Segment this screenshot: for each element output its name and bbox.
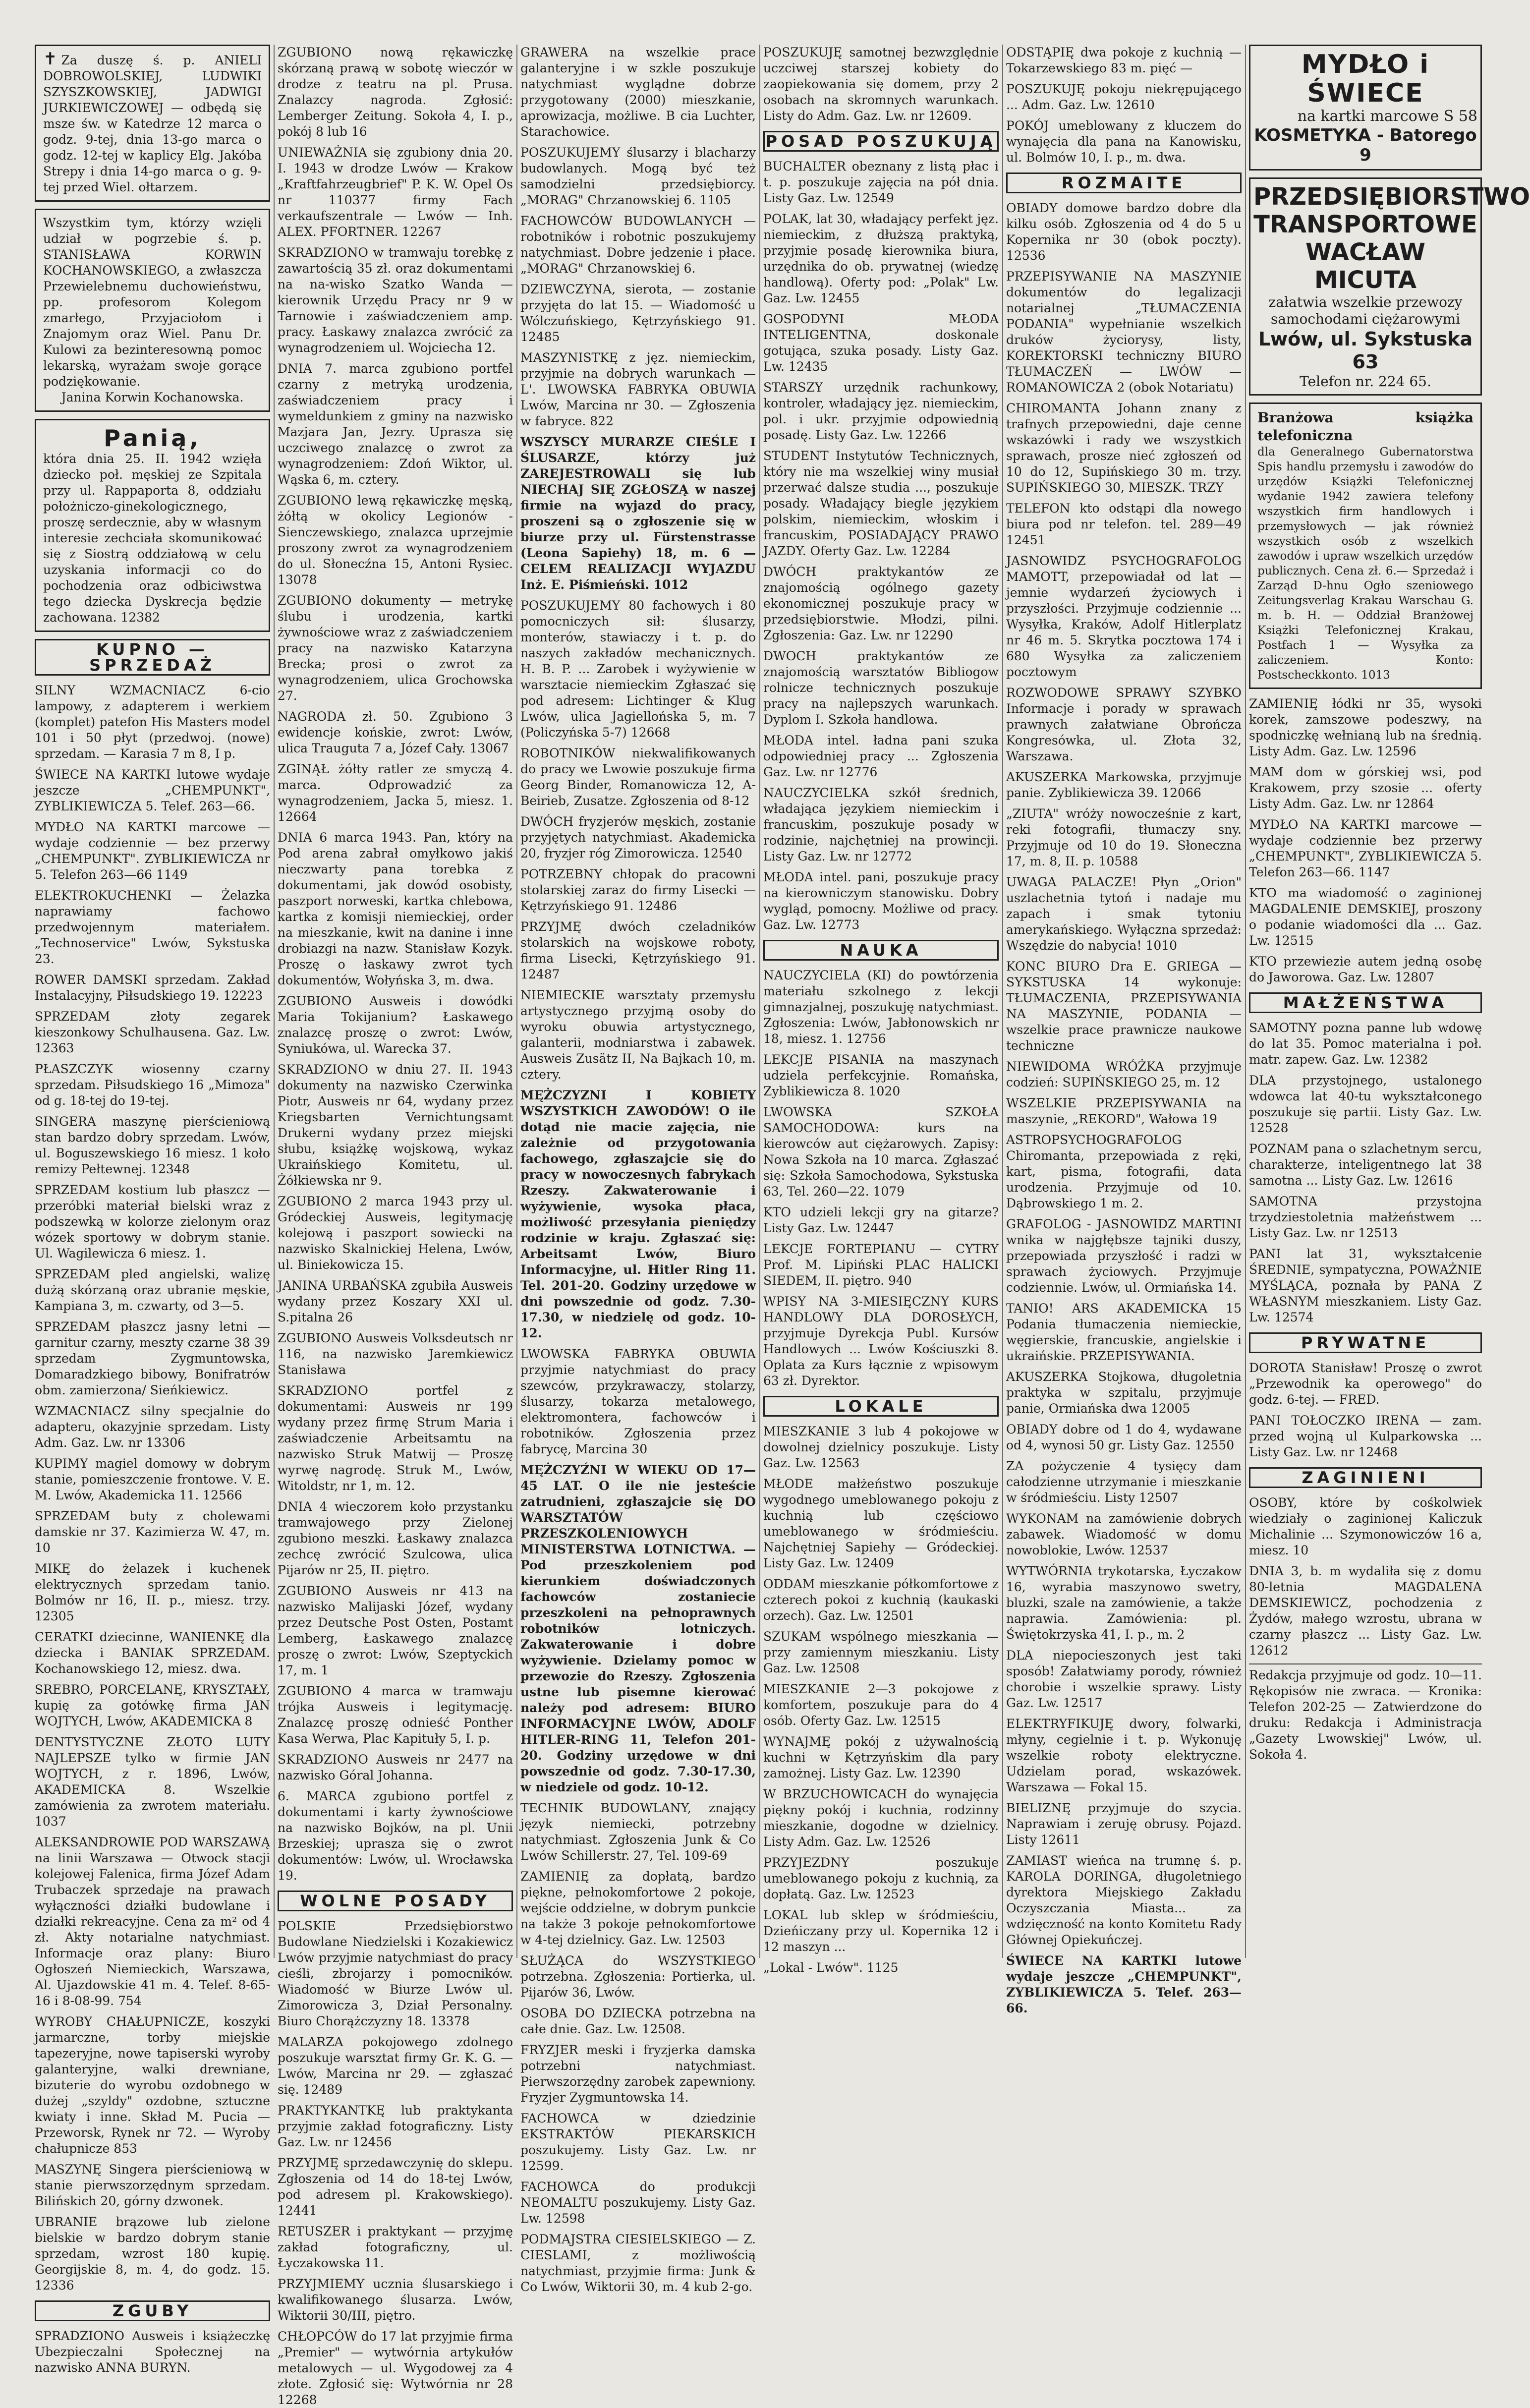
classified-ad: MŁODE małżeństwo poszukuje wygodnego umeblowanego pokoju z kuchnią lub częściowo umeblowanego w śródmieściu. Najchętniej Sapiehy — Gródeckiej. Listy Gaz. Lw. 12409 <box>763 1477 999 1570</box>
classified-ad: WPISY NA 3-MIESIĘCZNY KURS HANDLOWY DLA DOROSŁYCH, przyjmuje Dyrekcja Publ. Kursów Handlowych ... Lwów Kościuszki 8. Oplata za Kurs łącznie z wpisowym 63 zł. Dyrektor. <box>763 1294 999 1388</box>
firm-address: Lwów, ul. Sykstuska 63 <box>1258 328 1473 373</box>
section-zguby: ZGUBY <box>35 2300 270 2321</box>
classified-ad: NIEMIECKIE warsztaty przemysłu artystycznego przyjmą osoby do wyroku obuwia artystycznego, galanterii, modniarstwa i zabawek. Ausweis Zusätz II, Na Bajkach 10, m. cztery. <box>520 988 756 1082</box>
classified-ad: POKÓJ umeblowany z kluczem do wynajęcia dla pana na Kanowisku, ul. Bolmów 10, I. p., m. dwa. <box>1006 118 1242 165</box>
classified-ad: „ZIUTA" wróży nowocześnie z kart, reki fotografii, tłumaczy sny. Przyjmuje od 10 do 19. Słoneczna 17, m. 8, II. p. 10588 <box>1006 806 1242 868</box>
classified-ad: NAUCZYCIELA (KI) do powtórzenia materiału szkolnego z lekcji gimnazjalnej, poszukuję natychmiast. Zgłoszenia: Lwów, Jabłonowskich nr 18, miesz. 1. 12756 <box>763 968 999 1046</box>
classified-ad: SPRZEDAM płaszcz jasny letni — garnitur czarny, meszty czarne 38 39 sprzedam Zygmuntowska, Domaradzkiego bibowy, Bonifratrów obm. zamierzona/ Sieńkiewicz. <box>35 1319 270 1397</box>
imprint: Redakcja przyjmuje od godz. 10—11. Rękopisów nie zwraca. — Kronika: Telefon 202-25 — Zatwierdzone do druku: Redakcja i Administracja „Gazety Lwowskiej" Lwów, ul. Sokoła 4. <box>1249 1663 1482 1763</box>
classified-ad: KTO ma wiadomość o zaginionej MAGDALENIE DEMSKIEJ, proszony o podanie wiadomości dla ... Gaz. Lw. 12515 <box>1249 886 1482 948</box>
classified-ad: MŁODA intel. pani, poszukuje pracy na kierowniczym stanowisku. Dobry wygląd, pomocny. Możliwe od pracy. Gaz. Lw. 12773 <box>763 870 999 932</box>
classified-ad: BUCHALTER obeznany z listą płac i t. p. poszukuje zajęcia na pół dnia. Listy Gaz. Lw. 12549 <box>763 159 999 205</box>
classified-ad: GOSPODYNI MŁODA INTELIGENTNA, doskonale gotująca, szuka posady. Listy Gaz. Lw. 12435 <box>763 312 999 374</box>
classified-ad: SPRZEDAM kostium lub płaszcz — przeróbki materiał bielski wraz z podszewką w kolorze zielonym oraz wózek sportowy w dobrym stanie. Ul. Wagilewicza 6 miesz. 1. <box>35 1183 270 1261</box>
classified-ad: FACHOWCA w dziedzinie EKSTRAKTÓW PIEKARSKICH poszukujemy. Listy Gaz. Lw. nr 12599. <box>520 2111 756 2173</box>
classified-ad: ZGUBIONO lewą rękawiczkę męską, żółtą w okolicy Legionów - Sienczewskiego, znalazca uprzejmie proszony zwrot za wynagrodzeniem do ul. Słonecźna 15, Antoni Rysiec. 13078 <box>278 493 513 587</box>
classified-ad: LOKAL lub sklep w śródmieściu, Dzieńiczany przy ul. Kopernika 12 i 12 maszyn ... <box>763 1908 999 1954</box>
classified-ad: WSZELKIE PRZEPISYWANIA na maszynie, „REKORD", Wałowa 19 <box>1006 1096 1242 1126</box>
classified-ad: ODSTĄPIĘ dwa pokoje z kuchnią — Tokarzewskiego 83 m. pięć — <box>1006 45 1242 75</box>
classified-ad: SPRZEDAM złoty zegarek kieszonkowy Schulhausena. Gaz. Lw. 12363 <box>35 1009 270 1055</box>
column-rule <box>516 45 517 1958</box>
thanks-notice: Wszystkim tym, którzy wzięli udział w pogrzebie ś. p. STANISŁAWA KORWIN KOCHANOWSKIEGO, a zwłaszcza Przewielebnemu duchowieństwu, pp. profesorom Kolegom zmarłego, Przyjaciołom i Znajomym oraz Wiel. Panu Dr. Kulowi za bezinteresowną pomoc lekarską, wyrażam swoje gorące podziękowanie. Janina Korwin Kochanowska. <box>35 209 270 412</box>
firm-name: WACŁAW MICUTA <box>1305 238 1425 294</box>
classified-ad: OBIADY domowe bardzo dobre dla kilku osób. Zgłoszenia od 4 do 5 u Kopernika nr 30 (obok poczty). 12536 <box>1006 201 1242 263</box>
classified-ad: ZGUBIONO Ausweis i dowódki Maria Tokijanium? Łaskawego znalazcę proszę o zwrot: Lwów, Syniukówa, ul. Warecka 37. <box>278 994 513 1056</box>
classified-ad: ZGUBIONO dokumenty — metrykę ślubu i urodzenia, kartki żywnościowe wraz z zaświadczeniem pracy na nazwisko Katarzyna Brecka; prosi o zwrot za wynagrodzeniem, ulica Grochowska 27. <box>278 593 513 703</box>
classified-ad: WYTWÓRNIA trykotarska, Łyczakow 16, wyrabia maszynowo swetry, bluzki, szale na zamówienie, a także naprawia. Zamówienia: pl. Świętokrzyska 41, I. p., m. 2 <box>1006 1564 1242 1642</box>
phonebook-display-ad: Branżowa książka telefoniczna dla Generalnego Gubernatorstwa Spis handlu przemysłu i zawodów do urzędów Książki Telefonicznej wydanie 1942 zawiera telefony wszystkich firm handlowych i przemysłowych — jak również wszystkich osób z wszelkich zawodów i upraw wszelkich urzędów publicznych. Cena zł. 6.— Sprzedaż i Zarząd D-hnu Ogło szeniowego Zeitungsverlag Krakau Warschau G. m. b. H. — Oddział Branżowej Książki Telefonicznej Krakau, Postfach 1 — Wysyłka za zaliczeniem. Konto: Postscheckkonto. 1013 <box>1249 402 1482 689</box>
classified-ad: MIESZKANIE 3 lub 4 pokojowe w dowolnej dzielnicy poszukuje. Listy Gaz. Lw. 12563 <box>763 1424 999 1470</box>
classified-ad: LEKCJE PISANIA na maszynach udziela perfekcyjnie. Romańska, Zyblikiewicza 8. 1020 <box>763 1052 999 1098</box>
column-rule <box>1002 45 1003 1958</box>
classified-ad: SAMOTNA przystojna trzydziestoletnia małżeństwem ... Listy Gaz. Lw. nr 12513 <box>1249 1194 1482 1240</box>
classified-ad: POSZUKUJĘ samotnej bezwzględnie uczciwej starszej kobiety do zaopiekowania się domem, przy 2 osobach na skromnych warunkach. Listy do Adm. Gaz. Lw. nr 12609. <box>763 45 999 123</box>
section-nauka: NAUKA <box>763 940 999 961</box>
classified-ad: SINGERA maszynę pierścieniową stan bardzo dobry sprzedam. Lwów, ul. Boguszewskiego 16 miesz. 1 koło remizy Pełtewnej. 12348 <box>35 1114 270 1176</box>
section-lokale: LOKALE <box>763 1396 999 1417</box>
classified-ad: CERATKI dziecinne, WANIENKĘ dla dziecka i BANIAK SPRZEDAM. Kochanowskiego 12, miesz. dwa. <box>35 1630 270 1676</box>
classified-ad: DOROTA Stanisław! Proszę o zwrot „Przewodnik ka operowego" do godz. 6-tej. — FRED. <box>1249 1361 1482 1407</box>
classified-ad: SPRADZIONO Ausweis i książeczkę Ubezpieczalni Społecznej na nazwisko ANNA BURYN. <box>35 2329 270 2375</box>
mydlo-display-ad <box>1249 45 1482 171</box>
classified-ad: MAM dom w górskiej wsi, pod Krakowem, przy szosie ... oferty Listy Adm. Gaz. Lw. nr 12864 <box>1249 765 1482 811</box>
classified-ad: NAUCZYCIELKA szkół średnich, władająca językiem niemieckim i francuskim, poszukuje posady w rodzinie, najchętniej na prowincji. Listy Gaz. Lw. nr 12772 <box>763 786 999 863</box>
classified-ad: NAGRODA zł. 50. Zgubiono 3 ewidencje końskie, zwrot: Lwów, ulica Trauguta 7 a, Józef Cały. 13067 <box>278 709 513 755</box>
classified-ad: FACHOWCÓW BUDOWLANYCH — robotników i robotnic poszukujemy natychmiast. Dobre jedzenie i płace. „MORAG" Chrzanowskiej 6. <box>520 214 756 276</box>
classified-ad: SILNY WZMACNIACZ 6-cio lampowy, z adapterem i werkiem (komplet) patefon His Masters model 101 i 50 płyt (przedwoj. (nowe) sprzedam. — Karasia 7 m 8, I p. <box>35 683 270 761</box>
classified-ad: FRYZJER meski i fryzjerka damska potrzebni natychmiast. Pierwszorzędny zarobek zapewniony. Fryzjer Zygmuntowska 14. <box>520 2043 756 2105</box>
classified-ad: ZGUBIONO Ausweis Volksdeutsch nr 116, na nazwisko Jaremkiewicz Stanisława <box>278 1331 513 1377</box>
classified-ad: MYDŁO NA KARTKI marcowe — wydaje codziennie — bez przerwy „CHEMPUNKT". ZYBLIKIEWICZA nr 5. Telefon 263—66 1149 <box>35 820 270 882</box>
mydlo-address: KOSMETYKA - Batorego 9 <box>1254 125 1477 165</box>
classified-ad: JANINA URBAŃSKA zgubiła Ausweis wydany przez Koszary XXI ul. S.pitalna 26 <box>278 1278 513 1324</box>
classified-ad: WSZYSCY MURARZE CIEŚLE I ŚLUSARZE, którzy już ZAREJESTROWALI się lub NIECHAJ SIĘ ZGŁOSZĄ w naszej firmie na wyjazd do pracy, proszeni są o zgłoszenie się w biurze przy ul. Fürstenstrasse (Leona Sapiehy) 18, m. 6 — CELEM REALIZACJI WYJAZDU Inż. E. Piśmieński. 1012 <box>520 435 756 592</box>
classified-ad: POSZUKUJĘ pokoju niekrępującego ... Adm. Gaz. Lw. 12610 <box>1006 82 1242 112</box>
classified-ad: OSOBY, które by cośkolwiek wiedziały o zaginionej Kaliczuk Michalinie ... Szymonowiczów 16 a, miesz. 10 <box>1249 1495 1482 1557</box>
classified-ad: NIEWIDOMA WRÓŻKA przyjmuje codzień: SUPIŃSKIEGO 25, m. 12 <box>1006 1059 1242 1089</box>
classified-ad: WYROBY CHAŁUPNICZE, koszyki jarmarczne, torby miejskie tapezeryjne, nowe tapiserski wyroby galanteryjne, walki drewniane, bizuterie do wyrobu ozdobnego w dużej „szyldy" ozdobne, sztuczne kwiaty i inne. Skład M. Pucia — Przeworsk, Rynek nr 72. — Wyroby chałupnicze 853 <box>35 2014 270 2156</box>
classified-ad: PANI lat 31, wykształcenie ŚREDNIE, sympatyczna, POWAŻNIE MYŚLĄCA, poznała by PANA Z WŁASNYM mieszkaniem. Listy Gaz. Lw. 12574 <box>1249 1247 1482 1324</box>
classified-ad: TANIO! ARS AKADEMICKA 15 Podania tłumaczenia niemieckie, węgierskie, francuskie, angielskie i ukraińskie. PRZEPISYWANIA. <box>1006 1301 1242 1363</box>
mydlo-subline: na kartki marcowe S 58 <box>1297 108 1477 125</box>
classified-ad: JASNOWIDZ PSYCHOGRAFOLOG MAMOTT, przepowiadał od lat — jemnie wydarzeń życiowych i przyszłości. Przyjmuje codziennie ... Wysyłka, Kraków, Adolf Hitlerplatz nr 46 m. 5. Skrytka pocztowa 174 i 680 Wysyłka za zaliczeniem pocztowym <box>1006 554 1242 679</box>
column-rule <box>1245 45 1246 1958</box>
obituary-notice: ✝ Za duszę ś. p. ANIELI DOBROWOLSKIEJ, LUDWIKI SZYSZKOWSKIEJ, JADWIGI JURKIEWICZOWEJ — odbędą się msze św. w Katedrze 12 marca o godz. 9-tej, dnia 13-go marca o godz. 12-tej w kaplicy Elg. Jakóba Strepy i dnia 14-go marca o g. 9-tej przed Wiel. ołtarzem. <box>35 45 270 202</box>
thanks-signature: Janina Korwin Kochanowska. <box>61 390 244 404</box>
classified-ad: OBIADY dobre od 1 do 4, wydawane od 4, wynosi 50 gr. Listy Gaz. 12550 <box>1006 1422 1242 1452</box>
classified-ad: ROWER DAMSKI sprzedam. Zakład Instalacyjny, Piłsudskiego 19. 12223 <box>35 973 270 1003</box>
classified-ad: DNIA 7. marca zgubiono portfel czarny z metryką urodzenia, zaświadczeniem pracy i wymeldunkiem z gminy na nazwisko Mazjara Jan, Jezry. Uprasza się uczciwego znalazcę o zwrot za wynagrodzeniem: Zdoń Wiktor, ul. Wąska 6, m. cztery. <box>278 361 513 487</box>
classified-ad: ZGUBIONO nową rękawiczkę skórzaną prawą w sobotę wieczór w drodze z teatru na pl. Prusa. Znalazcy nagroda. Zgłosić: Lemberger Zeitung. Sokoła 4, I. p., pokój 8 lub 16 <box>278 45 513 139</box>
classified-ad: LEKCJE FORTEPIANU — CYTRY Prof. M. Lipiński PLAC HALICKI SIEDEM, II. piętro. 940 <box>763 1242 999 1288</box>
classified-ad: ZAMIENIĘ łódki nr 35, wysoki korek, zamszowe podeszwy, na spodniczkę wełnianą lub na średnią. Listy Adm. Gaz. Lw. 12596 <box>1249 696 1482 758</box>
classified-ad: UBRANIE brązowe lub zielone bielskie w bardzo dobrym stanie sprzedam, wzrost 180 kupię. Georgijskie 8, m. 4, do godz. 15. 12336 <box>35 2215 270 2293</box>
classified-ad: MASZYNĘ Singera pierścieniową w stanie pierwszorzędnym sprzedam. Bilińskich 20, górny dzwonek. <box>35 2162 270 2208</box>
classified-ad: W BRZUCHOWICACH do wynajęcia piękny pokój i kuchnia, rodzinny mieszkanie, dogodne w dzielnicy. Listy Adm. Gaz. Lw. 12526 <box>763 1787 999 1849</box>
section-rozmaite: ROZMAITE <box>1006 172 1242 193</box>
classified-ad: GRAWERA na wszelkie prace galanteryjne i w szkle poszukuje natychmiast wyglądne dobrze przygotowany (2000) mieszkanie, aprowizacja, możliwe. B cia Luchter, Starachowice. <box>520 45 756 139</box>
classified-ad: ELEKTRYFIKUJĘ dwory, folwarki, młyny, cegielnie i t. p. Wykonuję wszelkie roboty elektryczne. Udzielam porad, wskazówek. Warszawa — Fokal 15. <box>1006 1717 1242 1794</box>
classified-ad: DNIA 3, b. m wydaliła się z domu 80-letnia MAGDALENA DEMSKIEWICZ, pochodzenia z Żydów, małego wzrostu, ubrana w czarny płaszcz ... Listy Gaz. Lw. 12612 <box>1249 1564 1482 1658</box>
classified-ad: DENTYSTYCZNE ZŁOTO LUTY NAJLEPSZE tylko w firmie JAN WOJTYCH, z r. 1896, Lwów, AKADEMICKA 8. Wszelkie zamówienia za zwrotem materiału. 1037 <box>35 1735 270 1829</box>
classified-ad: GRAFOLOG - JASNOWIDZ MARTINI wnika w najgłębsze tajniki duszy, przepowiada przyszłość i radzi w sprawach życiowych. Przyjmuje codziennie. Lwów, ul. Ormiańska 14. <box>1006 1217 1242 1295</box>
classified-ad: POSZUKUJEMY ślusarzy i blacharzy budowlanych. Mogą być też samodzielni przedsiębiorcy. „MORAG" Chrzanowskiej 6. 1105 <box>520 145 756 207</box>
classified-ad: MIKĘ do żelazek i kuchenek elektrycznych sprzedam tanio. Bolmów nr 16, II. p., miesz. trzy. 12305 <box>35 1561 270 1623</box>
classified-ad: POZNAM pana o szlachetnym sercu, charakterze, inteligentnego lat 38 samotna ... Listy Gaz. Lw. 12616 <box>1249 1142 1482 1188</box>
classified-ad: ZGUBIONO Ausweis nr 413 na nazwisko Malijaski Józef, wydany przez Deutsche Post Osten, Postamt Lemberg, Łaskawego znalazcę proszę o zwrot: Lwów, Szeptyckich 17, m. 1 <box>278 1584 513 1677</box>
classified-ad: SPRZEDAM buty z cholewami damskie nr 37. Kazimierza W. 47, m. 10 <box>35 1509 270 1555</box>
classified-ad: STARSZY urzędnik rachunkowy, kontroler, władający jęz. niemieckim, pol. i ukr. przyjmie odpowiednią posadę. Listy Gaz. Lw. 12266 <box>763 380 999 442</box>
classified-ad: ROBOTNIKÓW niekwalifikowanych do pracy we Lwowie poszukuje firma Georg Binder, Romanowicza 12, A-Beirieb, Zusatze. Zgłoszenia od 8-12 <box>520 746 756 808</box>
column-6 <box>1249 45 1530 1958</box>
section-posad-poszukuja: POSAD POSZUKUJĄ <box>763 131 999 152</box>
classified-ad: TECHNIK BUDOWLANY, znający język niemiecki, potrzebny natychmiast. Zgłoszenia Junk & Co Lwów Schillerstr. 27, Tel. 109-69 <box>520 1801 756 1863</box>
classified-ad: PRZYJEZDNY poszukuje umeblowanego pokoju z kuchnią, za dopłatą. Gaz. Lw. 12523 <box>763 1855 999 1901</box>
classified-ad: „Lokal - Lwów". 1125 <box>763 1960 899 1975</box>
kupno-ads <box>35 683 270 2293</box>
column-4 <box>763 45 999 1975</box>
classified-ad: KUPIMY magiel domowy w dobrym stanie, pomieszczenie frontowe. V. E. M. Lwów, Akademicka 11. 12566 <box>35 1456 270 1502</box>
classified-ad: DLA przystojnego, ustalonego wdowca lat 40-tu wykształconego poszukuje się partii. Listy Gaz. Lw. 12528 <box>1249 1073 1482 1135</box>
classified-ad: DNIA 4 wieczorem koło przystanku tramwajowego przy Zielonej zgubiono meszki. Łaskawy znalazca zechcę zwrócić Szulcowa, ulica Pijarów nr 25, II. piętro. <box>278 1499 513 1577</box>
classified-ad: PRZYJMIEMY ucznia ślusarskiego i kwalifikowanego ślusarza. Lwów, Wiktorii 30/III, piętro. <box>278 2277 513 2323</box>
column-rule <box>759 45 760 1958</box>
column-1 <box>35 45 270 2375</box>
classified-ad: BIELIZNĘ przyjmuje do szycia. Naprawiam i zeruję obrusy. Pojazd. Listy 12611 <box>1006 1801 1242 1847</box>
classified-ad: DWÓCH fryzjerów męskich, zostanie przyjętych natychmiast. Akademicka 20, fryzjer róg Zimorowicza. 12540 <box>520 814 756 860</box>
classified-ad: SKRADZIONO portfel z dokumentami: Ausweis nr 199 wydany przez firmę Strum Maria i zaświadczenie Arbeitsamtu na nazwisko Struk Matwij — Proszę wyrwę nagrodę. Struk M., Lwów, Witoldstr, nr 1, m. 12. <box>278 1383 513 1493</box>
classified-ad: ASTROPSYCHOGRAFOLOG Chiromanta, przepowiada z ręki, kart, pisma, fotografii, data urodzenia. Przyjmuje od 10. Dąbrowskiego 1 m. 2. <box>1006 1133 1242 1210</box>
classified-ad: 6. MARCA zgubiono portfel z dokumentami i karty żywnościowe na nazwisko Bojków, na pl. Unii Brzeskiej; uprasza się o zwrot dokumentów: Lwów, ul. Wrocławska 19. <box>278 1789 513 1883</box>
classified-ad: RETUSZER i praktykant — przyjmę zakład fotograficzny, ul. Łyczakowska 11. <box>278 2224 513 2270</box>
classified-ad: PODMAJSTRA CIESIELSKIEGO — Z. CIESLAMI, z możliwością natychmiast, przyjmie firma: Junk & Co Lwów, Wiktorii 30, m. 4 kub 2-go. <box>520 2232 756 2294</box>
classified-ad: MYDŁO NA KARTKI marcowe — wydaje codziennie bez przerwy „CHEMPUNKT", ZYBLIKIEWICZA 5. Telefon 263—66. 1147 <box>1249 817 1482 879</box>
classified-ad: KONC BIURO Dra E. GRIEGA — SYKSTUSKA 14 wykonuje: TŁUMACZENIA, PRZEPISYWANIA NA MASZYNIE, PODANIA — wszelkie prace prawnicze naukowe techniczne <box>1006 959 1242 1053</box>
classified-ad: POTRZEBNY chłopak do pracowni stolarskiej zaraz do firmy Lisecki — Kętrzyńskiego 91. 12486 <box>520 867 756 913</box>
classified-ad: SKRADZIONO w dniu 27. II. 1943 dokumenty na nazwisko Czerwinka Piotr, Ausweis nr 64, wydany przez Kriegsbarten Vernichtungsamt Drukerni wydany przez miejski słubu, książkę wojskową, wykaz Ukraińskiego Komitetu, ul. Żółkiewska nr 9. <box>278 1062 513 1188</box>
pania-title: Panią, <box>104 425 201 452</box>
classified-ad: PRAKTYKANTKĘ lub praktykanta przyjmie zakład fotograficzny. Listy Gaz. Lw. nr 12456 <box>278 2103 513 2149</box>
classified-ad: WZMACNIACZ silny specjalnie do adapteru, okazyjnie sprzedam. Listy Adm. Gaz. Lw. nr 13306 <box>35 1404 270 1450</box>
classified-ad: ŚWIECE NA KARTKI lutowe wydaje jeszcze „CHEMPUNKT", ZYBLIKIEWICZA 5. Telef. 263—66. <box>1006 1953 1242 2015</box>
classified-ad: OSOBA DO DZIECKA potrzebna na całe dnie. Gaz. Lw. 12508. <box>520 2006 756 2036</box>
classified-ad: UWAGA PALACZE! Płyn „Orion" uszlachetnia tytoń i nadaje mu zapach i smak tytoniu amerykańskiego. Wyłączna sprzedaż: Wszędzie do nabycia! 1010 <box>1006 875 1242 953</box>
classified-ad: ROZWODOWE SPRAWY SZYBKO Informacje i porady w sprawach prawnych załatwiane Obrończa Kongresówka, ul. Złota 32, Warszawa. <box>1006 686 1242 763</box>
classified-ad: PRZEPISYWANIE NA MASZYNIE dokumentów do legalizacji notarialnej „TŁUMACZENIA PODANIA" wypełnianie wszelkich druków życiorysy, listy, KOREKTORSKI techniczny BIURO TŁUMACZEŃ — LWÓW — ROMANOWICZA 2 (obok Notariatu) <box>1006 269 1242 395</box>
classified-ad: AKUSZERKA Stojkowa, długoletnia praktyka w szpitalu, przyjmuje panie, Ormiańska dwa 12005 <box>1006 1370 1242 1416</box>
classified-ad: DWOCH praktykantów ze znajomością warsztatów Bibliogow rolnicze technicznych poszukuje pracy na najlepszych warunkach. Dyplom I. Szkoła handlowa. <box>763 649 999 727</box>
classified-ad: POSZUKUJEMY 80 fachowych i 80 pomocniczych sił: ślusarzy, monterów, stawiaczy i t. p. do naszych zakładów mechanicznych. H. B. P. ... Zarobek i wyżywienie w warsztacie niemieckim Zgłaszać się pod adresem: Lichtinger & Klug Lwów, ulica Jagiellońska 5, m. 7 (Policzyńska 5-7) 12668 <box>520 598 756 740</box>
classified-ad: ZA pożyczenie 4 tysięcy dam całodzienne utrzymanie i mieszkanie w śródmieściu. Listy 12507 <box>1006 1459 1242 1505</box>
classified-ad: SŁUŻĄCA do WSZYSTKIEGO potrzebna. Zgłoszenia: Portierka, ul. Pijarów 36, Lwów. <box>520 1953 756 2000</box>
firm-line-2: TRANSPORTOWE <box>1253 211 1477 238</box>
classified-ad: PŁASZCZYK wiosenny czarny sprzedam. Piłsudskiego 16 „Mimoza" od g. 18-tej do 19-tej. <box>35 1062 270 1108</box>
column-5 <box>1006 45 1242 2015</box>
classified-ad: SAMOTNY pozna panne lub wdowę do lat 35. Pomoc materialna i poł. matr. zapew. Gaz. Lw. 12382 <box>1249 1021 1482 1067</box>
classified-ad: UNIEWAŻNIA się zgubiony dnia 20. I. 1943 w drodze Lwów — Krakow „Kraftfahrzeugbrief" P. K. W. Opel Os nr 110377 firmy Fach verkaufszentrale — Lwów — Inh. ALEX. PFORTNER. 12267 <box>278 145 513 239</box>
classified-ad: KTO przewiezie autem jedną osobę do Jaworowa. Gaz. Lw. 12807 <box>1249 954 1482 984</box>
classified-ad: MALARZA pokojowego zdolnego poszukuje warsztat firmy Gr. K. G. — Lwów, Marcina nr 29. — zgłaszać się. 12489 <box>278 2035 513 2097</box>
classified-ad: PRZYJMĘ dwóch czeladników stolarskich na wojskowe roboty, firma Lisecki, Kętrzyńskiego 91. 12487 <box>520 919 756 981</box>
classified-ad: TELEFON kto odstąpi dla nowego biura pod nr telefon. tel. 289—49 12451 <box>1006 501 1242 547</box>
classified-ad: MĘŻCZYZNI I KOBIETY WSZYSTKICH ZAWODÓW! O ile dotąd nie macie zajęcia, nie zależnie od przygotowania fachowego, zgłaszajcie się do pracy w nowoczesnych fabrykach Rzeszy. Zakwaterowanie i wyżywienie, wysoka płaca, możliwość przesyłania pieniędzy rodzinie w kraju. Zgłaszać się: Arbeitsamt Lwów, Biuro Informacyjne, ul. Hitler Ring 11. Tel. 201-20. Godziny urzędowe w dni powszednie od godz. 7.30-17.30, w niedzielę od godz. 10-12. <box>520 1088 756 1340</box>
classified-ad: DNIA 6 marca 1943. Pan, który na Pod arena zabrał omyłkowo jakiś nieczwarty pana torebka z dokumentami, jak dowód osobisty, paszport norweski, kartka chlebowa, kartka z komisji niemieckiej, order na mieszkanie, kwit na danine i inne drobiazgi na nazw. Stanisław Kozyk. Proszę o łaskawy zwrot tych dokumentów, Wołyńska 3, m. dwa. <box>278 830 513 987</box>
classified-ad: CHŁOPCÓW do 17 lat przyjmie firma „Premier" — wytwórnia artykułów metalowych — ul. Wygodowej za 4 złote. Zgłosić się: Wytwórnia nr 28 12268 <box>278 2329 513 2407</box>
section-zaginieni: ZAGINIENI <box>1249 1467 1482 1488</box>
classified-ad: KTO udzieli lekcji gry na gitarze? Listy Gaz. Lw. 12447 <box>763 1205 999 1235</box>
newspaper-page <box>35 45 1530 2407</box>
classified-ad: LWOWSKA FABRYKA OBUWIA przyjmie natychmiast do pracy szewców, przykrawaczy, stolarzy, ślusarzy, tokarza metalowego, elektromontera, fachowców i robotników. Zgłoszenia przez fabrycę, Marcina 30 <box>520 1347 756 1456</box>
section-malzenstwa: MAŁŻEŃSTWA <box>1249 992 1482 1013</box>
firm-services: załatwia wszelkie przewozy samochodami ciężarowymi <box>1268 294 1463 327</box>
transport-display-ad <box>1249 177 1530 396</box>
classified-ad: PANI TOŁOCZKO IRENA — zam. przed wojną ul Kulparkowska ... Listy Gaz. Lw. nr 12468 <box>1249 1413 1482 1459</box>
classified-ad: STUDENT Instytutów Technicznych, który nie ma wszelkiej winy musiał przerwać dalsze studia ..., poszukuje posady. Władający biegle językiem polskim, niemieckim, włoskim i francuskim, POSIADAJĄCY PRAWO JAZDY. Oferty Gaz. Lw. 12284 <box>763 449 999 558</box>
classified-ad: DWÓCH praktykantów ze znajomością ogólnego gazety ekonomicznej poszukuje pracy w przedsiębiorstwie. Młodzi, pilni. Zgłoszenia: Gaz. Lw. nr 12290 <box>763 565 999 642</box>
cross-icon: ✝ <box>43 49 57 69</box>
classified-ad: ZGUBIONO 4 marca w tramwaju trójka Ausweis i legitymację. Znalazcę proszę odnieść Ponther Kasa Werwa, Plac Kapituły 5, I. p. <box>278 1684 513 1746</box>
phonebook-title: Branżowa książka telefoniczna <box>1257 409 1473 444</box>
classified-ad: MIESZKANIE 2—3 pokojowe z komfortem, poszukuje para do 4 osób. Oferty Gaz. Lw. 12515 <box>763 1682 999 1728</box>
classified-ad: MĘŻCZYŹNI W WIEKU OD 17—45 LAT. O ile nie jesteście zatrudnieni, zgłaszajcie się DO WARSZTATÓW PRZESZKOLENIOWYCH MINISTERSTWA LOTNICTWA. — Pod przeszkoleniem pod kierunkiem doświadczonych fachowców zostaniecie przeszkoleni na pełnoprawnych robotników lotniczych. Zakwaterowanie i dobre wyżywienie. Dzielamy pomoc w przewozie do Rzeszy. Zgłoszenia ustne lub pisemne kierować należy pod adresem: BIURO INFORMACYJNE LWÓW, ADOLF HITLER-RING 11, Telefon 201-20. Godziny urzędowe w dni powszednie od godz. 7.30-17.30, w niedziele od godz. 10-12. <box>520 1463 756 1794</box>
classified-ad: AKUSZERKA Markowska, przyjmuje panie. Zyblikiewicza 39. 12066 <box>1006 770 1242 800</box>
classified-ad: MŁODA intel. ładna pani szuka odpowiedniej pracy ... Zgłoszenia Gaz. Lw. nr 12776 <box>763 733 999 779</box>
classified-ad: SPRZEDAM pled angielski, walizę dużą skórzaną oraz ubranie męskie, Kampiana 3, m. czwarty, od 3—5. <box>35 1267 270 1313</box>
classified-ad: WYNAJMĘ pokój z używalnością kuchni w Kętrzyńskim dla pary zamożnej. Listy Gaz. Lw. 12390 <box>763 1734 999 1780</box>
classified-ad: ZAMIAST wieńca na trumnę ś. p. KAROLA DORINGA, długoletniego dyrektora Miejskiego Zakładu Oczyszczania Miasta... za wdzięczność na konto Komitetu Rady Głównej Opiekuńczej. <box>1006 1853 1242 1947</box>
classified-ad: PRZYJMĘ sprzedawczynię do sklepu. Zgłoszenia od 14 do 18-tej Lwów, pod adresem pl. Krakowskiego). 12441 <box>278 2156 513 2218</box>
column-rule <box>274 45 275 1958</box>
classified-ad: ODDAM mieszkanie półkomfortowe z czterech pokoi z kuchnią (kaukaski orzech). Gaz. Lw. 12501 <box>763 1577 999 1623</box>
classified-ad: ELEKTROKUCHENKI — Żelazka naprawiamy fachowo przedwojennym materiałem. „Technoservice" Lwów, Sykstuska 23. <box>35 888 270 966</box>
column-3 <box>520 45 756 2294</box>
classified-ad: DZIEWCZYNA, sierota, — zostanie przyjęta do lat 15. — Wiadomość u Wólczuńskiego, Kętrzyńskiego 91. 12485 <box>520 282 756 344</box>
firm-line-1: PRZEDSIĘBIORSTWO <box>1253 183 1530 211</box>
classified-ad: MASZYNISTKĘ z jęz. niemieckim, przyjmie na dobrych warunkach — L'. LWOWSKA FABRYKA OBUWIA Lwów, Marcina nr 30. — Zgłoszenia w fabryce. 822 <box>520 350 756 428</box>
classified-ad: FACHOWCA do produkcji NEOMALTU poszukujemy. Listy Gaz. Lw. 12598 <box>520 2179 756 2226</box>
section-kupno: KUPNO — SPRZEDAŻ <box>35 639 270 676</box>
classified-ad: POLAK, lat 30, władający perfekt jęz. niemieckim, z dłuższą praktyką, przyjmie posadę kierownika biura, urzędnika do ob. prywatnej (wiedzę handlową). Oferty pod: „Polak" Lw. Gaz. Lw. 12455 <box>763 212 999 305</box>
section-wolne-posady: WOLNE POSADY <box>278 1891 513 1911</box>
column-2 <box>278 45 513 2407</box>
classified-ad: DLA niepocieszonych jest taki sposób! Załatwiamy porody, również chorobie i wszelkie sprawy. Listy Gaz. Lw. 12517 <box>1006 1648 1242 1710</box>
classified-ad: WYKONAM na zamówienie dobrych zabawek. Wiadomość w domu nowoblokie, Lwów. 12537 <box>1006 1511 1242 1557</box>
classified-ad: ZGUBIONO 2 marca 1943 przy ul. Gródeckiej Ausweis, legitymację kolejową i paszport sowiecki na nazwisko Skalnickiej Helena, Lwów, ul. Biniekowicza 15. <box>278 1194 513 1272</box>
mydlo-headline: MYDŁO i ŚWIECE <box>1301 50 1430 108</box>
classified-ad: SKRADZIONO Ausweis nr 2477 na nazwisko Góral Johanna. <box>278 1752 513 1782</box>
classified-ad: SREBRO, PORCELANĘ, KRYSZTAŁY, kupię za gotówkę firma JAN WOJTYCH, Lwów, AKADEMICKA 8 <box>35 1682 270 1728</box>
classified-ad: POLSKIE Przedsiębiorstwo Budowlane Niedzielski i Kozakiewicz Lwów przyjmie natychmiast do pracy cieśli, zbrojarzy i pomocników. Wiadomość w Biurze Lwów ul. Zimorowicza 3, Dział Personalny. Biuro Chorążczyzny 18. 13378 <box>278 1919 513 2028</box>
classified-ad: ŚWIECE NA KARTKI lutowe wydaje jeszcze „CHEMPUNKT", ZYBLIKIEWICZA 5. Telef. 263—66. <box>35 767 270 813</box>
pania-notice: Panią, która dnia 25. II. 1942 wzięła dziecko poł. męskiej ze Szpitala przy ul. Rappaporta 8, oddziału położniczo-ginekologicznego, proszę serdecznie, aby w własnym interesie zechciała skomunikować się z Siostrą oddziałową w celu uzyskania informacji co do pochodzenia oraz odbiciwstwa tego dziecka Dyskrecja będzie zachowana. 12382 <box>35 419 270 632</box>
classified-ad: CHIROMANTA Johann znany z trafnych przepowiedni, daje cenne wskazówki i rady we wszystkich sprawach, prosze nieć zgłoszeń od 10 do 12, Supińskiego 30 m. trzy. SUPIŃSKIEGO 30, MIESZK. TRZY <box>1006 401 1242 495</box>
classified-ad: ALEKSANDROWIE POD WARSZAWĄ na linii Warszawa — Otwock stacji kolejowej Falenica, firma Józef Adam Trubaczek sprzedaje na prawach wyłączności działki budowlane i działki rekreacyjne. Cena za m² od 4 zł. Akty notarialne natychmiast. Informacje oraz plany: Biuro Ogłoszeń Niemieckich, Warszawa, Al. Ujazdowskie 41 m. 4. Telef. 8-65-16 i 8-08-99. 754 <box>35 1835 270 2008</box>
classified-ad: SZUKAM wspólnego mieszkania — przy zamiennym mieszkaniu. Listy Gaz. Lw. 12508 <box>763 1629 999 1675</box>
section-prywatne: PRYWATNE <box>1249 1332 1482 1353</box>
classified-ad: ZAMIENIĘ za dopłatą, bardzo piękne, pełnokomfortowe 2 pokoje, wejście oddzielne, w dobrym punkcie na także 3 pokoje pełnokomfortowe w 4-tej dzielnicy. Gaz. Lw. 12503 <box>520 1869 756 1947</box>
classified-ad: SKRADZIONO w tramwaju torebkę z zawartością 35 zł. oraz dokumentami na na-wisko Szatko Wanda — kierownik Urzędu Pracy nr 9 w Tarnowie i zaświadczeniem amp. pracy. Łaskawy znalazca zwrócić za wynagrodzeniem ul. Wojciecha 12. <box>278 245 513 355</box>
classified-ad: ZGINĄŁ żółty ratler ze smyczą 4. marca. Odprowadzić za wynagrodzeniem, Jacka 5, miesz. 1. 12664 <box>278 762 513 824</box>
firm-phone: Telefon nr. 224 65. <box>1300 373 1431 390</box>
classified-ad: LWOWSKA SZKOŁA SAMOCHODOWA: kurs na kierowców aut ciężarowych. Zapisy: Nowa Szkoła na 10 marca. Zgłaszać się: Szkoła Samochodowa, Sykstuska 63, Tel. 260—22. 1079 <box>763 1105 999 1199</box>
